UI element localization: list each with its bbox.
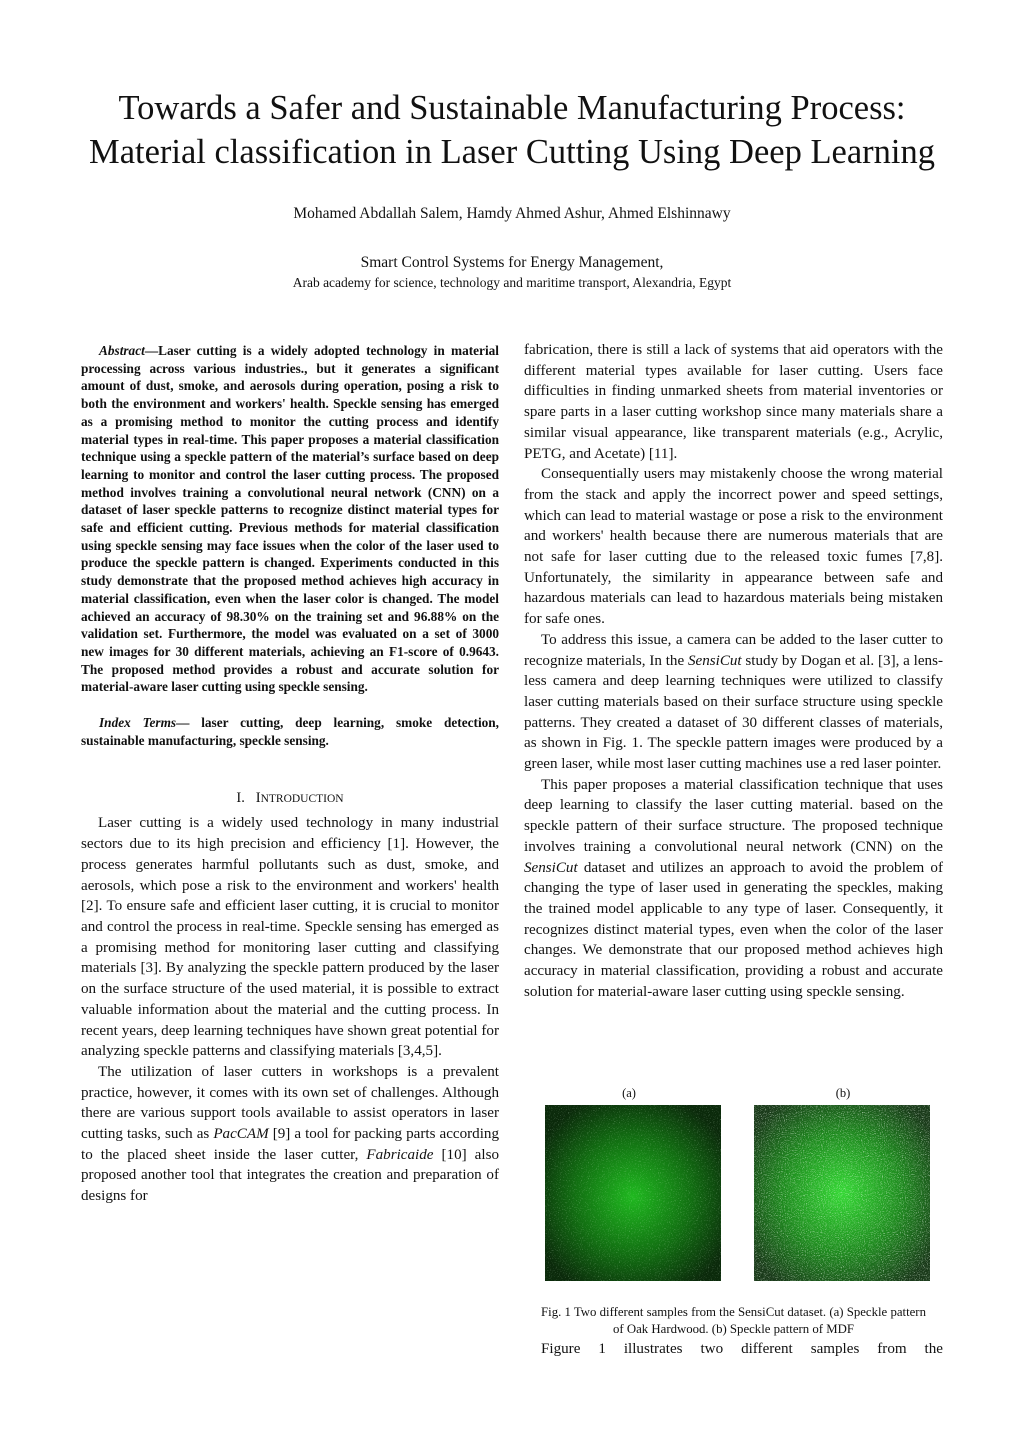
right-paragraph-5-start: Figure 1 illustrates two different samples from the	[541, 1341, 943, 1357]
abstract-text: —Laser cutting is a widely adopted technology in material processing across various industries., but it generates a significant amount of dust, smoke, and aerosols during operation, posing a risk to both the environment and workers' health. Speckle sensing has emerged as a promising method to monitor the cutting process and identify material types in real-time. This paper proposes a material classification technique using a speckle pattern of the material’s surface based on deep learning to monitor and control the laser cutting process. The proposed method involves training a convolutional neural network (CNN) on a dataset of laser speckle patterns to recognize distinct material types for safe and efficient cutting. Previous methods for material classification using speckle sensing may face issues when the color of the laser used to produce the speckle pattern is changed. Experiments conducted in this study demonstrate that the proposed method achieves high accuracy in material classification, even when the laser color is changed. The model achieved an accuracy of 98.30% on the training set and 96.88% on the validation set. Furthermore, the model was evaluated on a set of 3000 new images for 30 different materials, achieving an F1-score of 0.9643. The proposed method provides a robust and accurate solution for material-aware laser cutting using speckle sensing.	[81, 343, 499, 695]
title-line-2: Material classification in Laser Cutting Using Deep Learning	[89, 133, 935, 171]
index-terms-text: — laser cutting, deep learning, smoke detection, sustainable manufacturing, speckle sensing.	[81, 715, 500, 748]
index-terms-label: Index Terms	[99, 715, 177, 731]
right-paragraph-3	[524, 630, 943, 775]
section-first-letter: I	[255, 790, 261, 807]
tool-name-paccam: PacCAM	[213, 1126, 269, 1143]
subfigure-label-b: (b)	[835, 1086, 851, 1100]
affiliation-line-1: Smart Control Systems for Energy Management,	[360, 254, 664, 271]
paper-title	[40, 86, 984, 174]
speckle-image-oak-hardwood	[545, 1105, 721, 1281]
tool-name-fabricaide: Fabricaide	[366, 1146, 434, 1163]
section-heading-introduction	[81, 790, 499, 807]
text-run: To address this issue, a camera can be added to the laser cutter to recognize materials, In the	[524, 631, 943, 669]
figure-caption	[524, 1304, 943, 1338]
abstract	[81, 342, 499, 696]
text-run: [9] a tool for packing parts according to the placed sheet inside the laser cutter,	[81, 1126, 500, 1163]
text-run: The utilization of laser cutters in workshops is a prevalent practice, however, it comes with its own set of challenges. Although there are various support tools available to assist operators in laser cutting tasks, such as	[81, 1063, 499, 1143]
intro-paragraph-1: Laser cutting is a widely used technology in many industrial sectors due to its high precision and efficiency [1]. However, the process generates harmful pollutants such as dust, smoke, and aerosols, which pose a risk to the environment and workers' health [2]. To ensure safe and efficient laser cutting, it is crucial to monitor and control the process in real-time. Speckle sensing has emerged as a promising method for monitoring laser cutting and classifying materials [3]. By analyzing the speckle pattern produced by the laser on the surface structure of the used material, it is possible to extract valuable information about the material and the cutting process. In recent years, deep learning techniques have shown great potential for analyzing speckle patterns and classifying materials [3,4,5].	[81, 815, 499, 1060]
caption-line-1: Fig. 1 Two different samples from the SensiCut dataset. (a) Speckle pattern	[541, 1305, 926, 1319]
right-paragraph-2: Consequentially users may mistakenly choose the wrong material from the stack and apply the incorrect power and speed settings, which can lead to material wastage or pose a risk to the environment and workers' health because there are numerous materials that are not safe for laser cutting due to the released toxic fumes [7,8]. Unfortunately, the similarity in appearance between safe and hazardous materials can lead to hazardous materials being mistaken for safe ones.	[524, 466, 943, 628]
text-run: This paper proposes a material classification technique that uses deep learning to classify the laser cutting material. based on the speckle pattern of their surface structure. The proposed technique involves training a convolutional neural network (CNN) on the	[524, 776, 943, 855]
caption-line-2: of Oak Hardwood. (b) Speckle pattern of MDF	[613, 1322, 854, 1336]
text-run: study by Dogan et al. [3], a lens-less camera and deep learning techniques were utilized to classify laser cutting materials based on their surface structure using speckle patterns. They created a dataset of 30 different classes of materials, as shown in Fig. 1. The speckle pattern images were produced by a green laser, while most laser cutting machines use a red laser pointer.	[524, 652, 944, 773]
intro-paragraph-2	[81, 1062, 499, 1207]
text-run: [10] also proposed another tool that integrates the creation and preparation of designs for	[81, 1146, 500, 1205]
authors: Mohamed Abdallah Salem, Hamdy Ahmed Ashur, Ahmed Elshinnawy	[293, 205, 731, 222]
dataset-name: SensiCut	[524, 859, 578, 876]
speckle-image-mdf	[754, 1105, 930, 1281]
right-column	[524, 340, 943, 1003]
right-paragraph-4	[524, 775, 943, 1003]
index-terms	[81, 714, 499, 749]
section-number: I.	[236, 790, 245, 807]
dataset-name: SensiCut	[687, 652, 742, 669]
affiliation-line-2: Arab academy for science, technology and maritime transport, Alexandria, Egypt	[292, 275, 732, 290]
section-title-rest: NTRODUCTION	[260, 793, 344, 806]
right-paragraph-1: fabrication, there is still a lack of systems that aid operators with the different material types available for laser cutting. Users face difficulties in finding unmarked sheets from material inventories or spare parts in a laser cutting workshop since many materials share a similar visual appearance, like transparent materials (e.g., Acrylic, PETG, and Acetate) [11].	[524, 342, 943, 462]
text-run: dataset and utilizes an approach to avoid the problem of changing the type of laser used in generating the speckles, making the trained model applicable to any type of laser. Consequently, it recognizes distinct material types, even when the color of the laser changes. We demonstrate that our proposed method achieves high accuracy in material classification, providing a robust and accurate solution for material-aware laser cutting using speckle sensing.	[524, 859, 943, 1000]
title-line-1: Towards a Safer and Sustainable Manufacturing Process:	[118, 89, 906, 127]
abstract-label: Abstract	[99, 343, 145, 358]
subfigure-label-a: (a)	[622, 1086, 636, 1100]
left-column	[81, 342, 499, 1207]
